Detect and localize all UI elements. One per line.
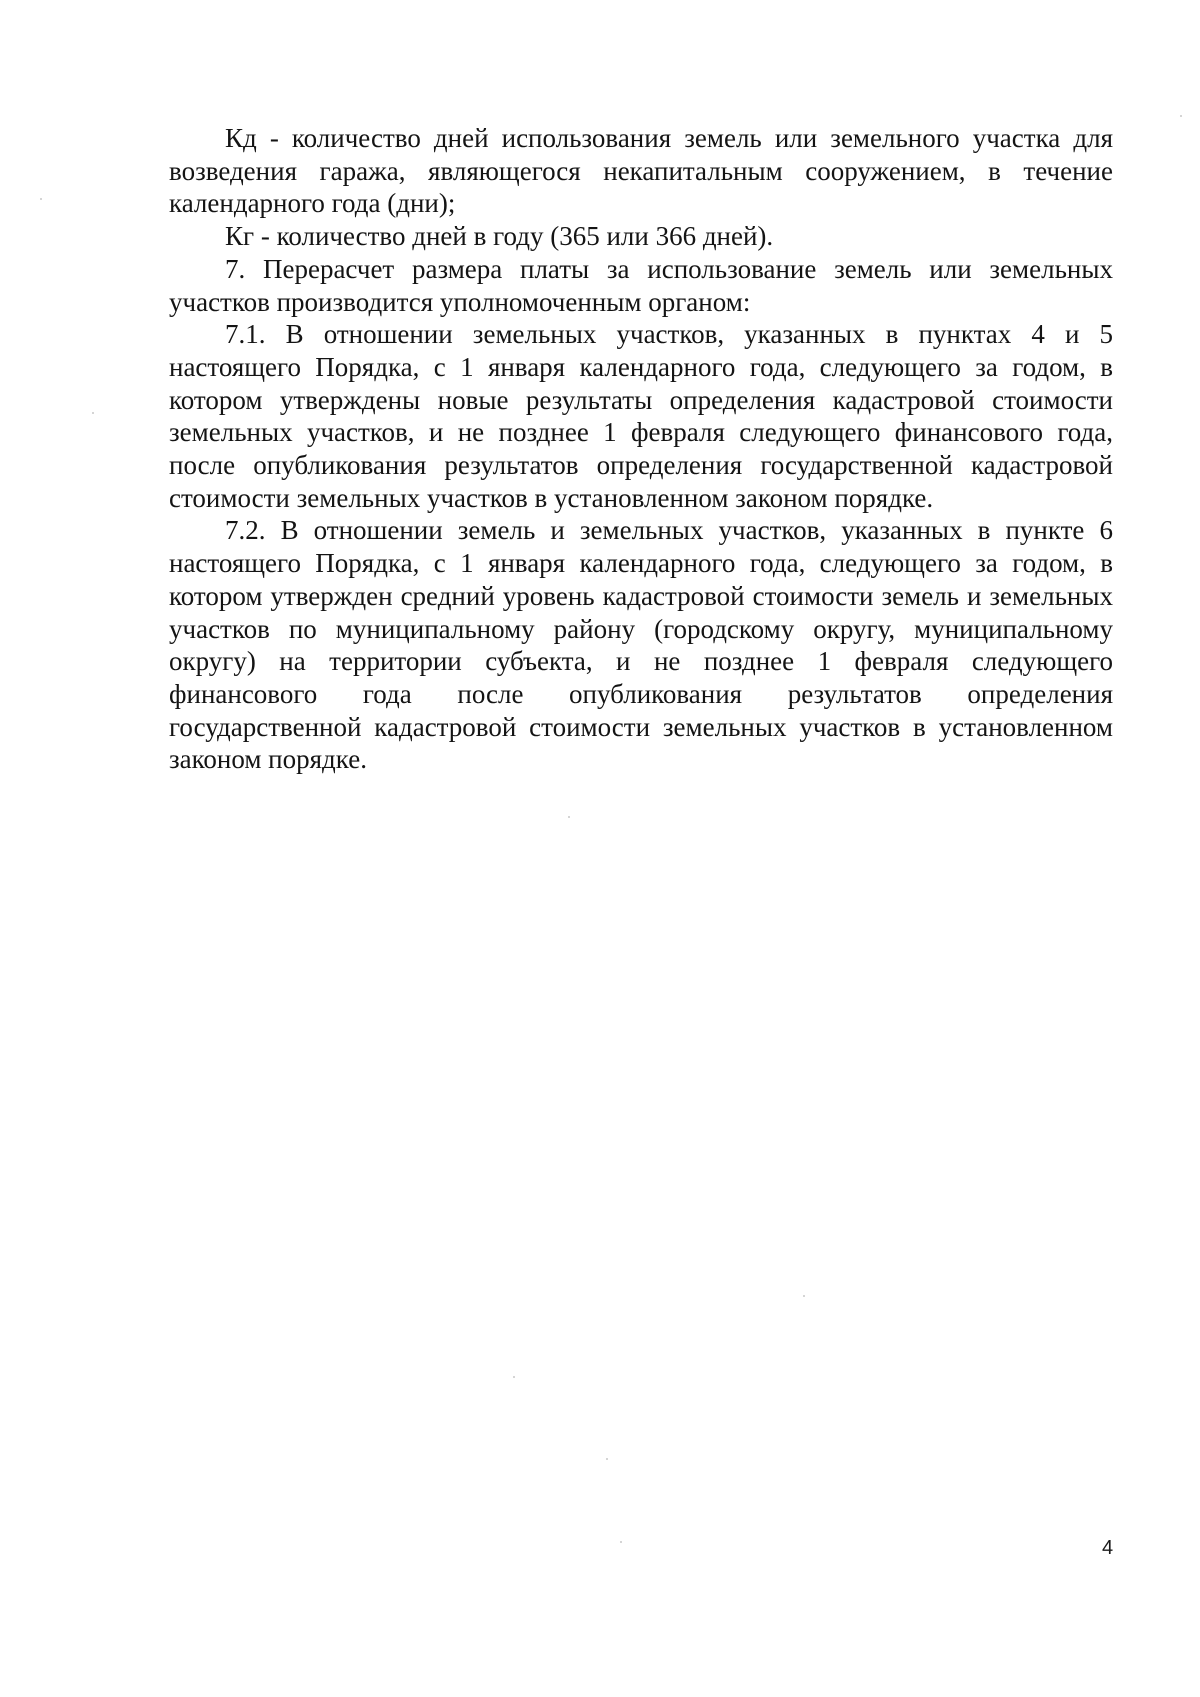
paragraph-kg-definition: Кг - количество дней в году (365 или 366 дней). [225, 221, 774, 252]
document-body [169, 122, 1113, 776]
scan-speck [1180, 115, 1182, 117]
scan-speck [568, 816, 570, 818]
scan-speck [606, 1458, 608, 1460]
scan-speck [803, 1295, 805, 1297]
paragraph-section-7-1: 7.1. В отношении земельных участков, указанных в пунктах 4 и 5 настоящего Порядка, с 1 января календарного года, следующего за годом, в котором утверждены новые результаты определения кадастровой стоимости земельных участков, и не позднее 1 февраля следующего финансового года, после опубликования результатов определения государственной кадастровой стоимости земельных участков в установленном законом порядке. [169, 319, 1113, 513]
page-number: 4 [1102, 1537, 1114, 1559]
scan-speck [92, 412, 94, 414]
paragraph-kd-definition: Кд - количество дней использования земель или земельного участка для возведения гаража, являющегося некапитальным сооружением, в течение календарного года (дни); [169, 123, 1113, 219]
paragraph-section-7: 7. Перерасчет размера платы за использование земель или земельных участков производится уполномоченным органом: [169, 253, 1113, 317]
paragraph-section-7-2: 7.2. В отношении земель и земельных участков, указанных в пункте 6 настоящего Порядка, с 1 января календарного года, следующего за годом, в котором утвержден средний уровень кадастровой стоимости земель и земельных участков по муниципальному району (городскому округу, муниципальному округу) на территории субъекта, и не позднее 1 февраля следующего финансового года после опубликования результатов определения государственной кадастровой стоимости земельных участков в установленном законом порядке. [169, 515, 1113, 775]
scan-speck [40, 198, 42, 200]
scan-speck [620, 1541, 622, 1543]
scan-speck [513, 1376, 515, 1378]
